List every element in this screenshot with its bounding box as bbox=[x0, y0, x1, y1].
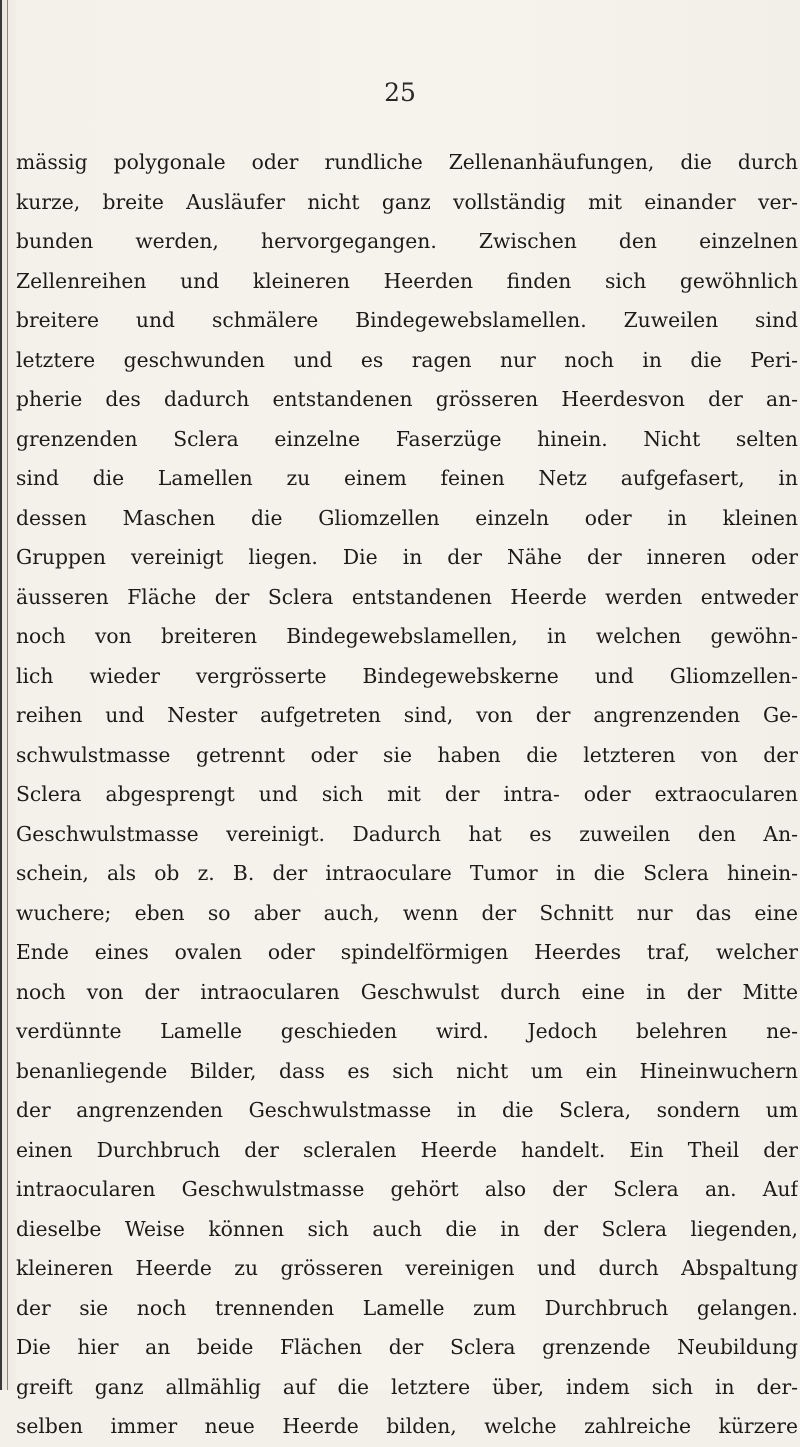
text-line: kurze, breite Ausläufer nicht ganz vollständig mit einander ver- bbox=[16, 189, 798, 214]
text-line: Geschwulstmasse vereinigt. Dadurch hat es zuweilen den An- bbox=[16, 821, 798, 846]
text-line: Sclera abgesprengt und sich mit der intra- oder extraocularen bbox=[16, 782, 798, 806]
text-line: benanliegende Bilder, dass es sich nicht um ein Hineinwuchern bbox=[16, 1058, 798, 1083]
text-line: sind die Lamellen zu einem feinen Netz aufgefasert, in bbox=[16, 466, 798, 490]
text-line: intraocularen Geschwulstmasse gehört also der Sclera an. Auf bbox=[16, 1177, 798, 1201]
text-line: schein, als ob z. B. der intraoculare Tumor in die Sclera hinein- bbox=[16, 861, 798, 885]
text-line: dieselbe Weise können sich auch die in der Sclera liegenden, bbox=[16, 1216, 798, 1241]
page-number: 25 bbox=[384, 78, 416, 107]
text-line: einen Durchbruch der scleralen Heerde handelt. Ein Theil der bbox=[16, 1137, 798, 1162]
text-line: lich wieder vergrösserte Bindegewebskerne und Gliomzellen- bbox=[16, 663, 798, 688]
text-line: verdünnte Lamelle geschieden wird. Jedoch belehren ne- bbox=[16, 1019, 798, 1043]
text-line: noch von der intraocularen Geschwulst durch eine in der Mitte bbox=[16, 979, 798, 1004]
text-line: bunden werden, hervorgegangen. Zwischen den einzelnen bbox=[16, 229, 798, 253]
text-line: der angrenzenden Geschwulstmasse in die Sclera, sondern um bbox=[16, 1098, 798, 1122]
text-line: Zellenreihen und kleineren Heerden finden sich gewöhnlich bbox=[16, 268, 798, 293]
body-text bbox=[16, 143, 798, 1447]
text-line: äusseren Fläche der Sclera entstandenen Heerde werden entweder bbox=[16, 584, 798, 609]
text-line: dessen Maschen die Gliomzellen einzeln oder in kleinen bbox=[16, 505, 798, 530]
text-line: noch von breiteren Bindegewebslamellen, in welchen gewöhn- bbox=[16, 624, 798, 648]
text-line: selben immer neue Heerde bilden, welche zahlreiche kürzere bbox=[16, 1414, 798, 1438]
text-line: letztere geschwunden und es ragen nur noch in die Peri- bbox=[16, 347, 798, 372]
text-line: schwulstmasse getrennt oder sie haben die letzteren von der bbox=[16, 742, 798, 767]
text-line: greift ganz allmählig auf die letztere über, indem sich in der- bbox=[16, 1374, 798, 1399]
text-line: wuchere; eben so aber auch, wenn der Schnitt nur das eine bbox=[16, 900, 798, 925]
text-line: Die hier an beide Flächen der Sclera grenzende Neubildung bbox=[16, 1335, 798, 1359]
text-line: Ende eines ovalen oder spindelförmigen Heerdes traf, welcher bbox=[16, 940, 798, 964]
text-line: der sie noch trennenden Lamelle zum Durchbruch gelangen. bbox=[16, 1295, 798, 1320]
binding-edge bbox=[0, 0, 2, 1390]
text-line: grenzenden Sclera einzelne Faserzüge hinein. Nicht selten bbox=[16, 426, 798, 451]
binding-shadow-line bbox=[7, 0, 8, 1390]
text-line: breitere und schmälere Bindegewebslamellen. Zuweilen sind bbox=[16, 308, 798, 332]
text-line: Gruppen vereinigt liegen. Die in der Nähe der inneren oder bbox=[16, 545, 798, 569]
text-line: mässig polygonale oder rundliche Zellenanhäufungen, die durch bbox=[16, 150, 798, 174]
text-line: reihen und Nester aufgetreten sind, von der angrenzenden Ge- bbox=[16, 703, 798, 727]
text-line: pherie des dadurch entstandenen grösseren Heerdesvon der an- bbox=[16, 387, 798, 411]
text-line: kleineren Heerde zu grösseren vereinigen und durch Abspaltung bbox=[16, 1256, 798, 1280]
